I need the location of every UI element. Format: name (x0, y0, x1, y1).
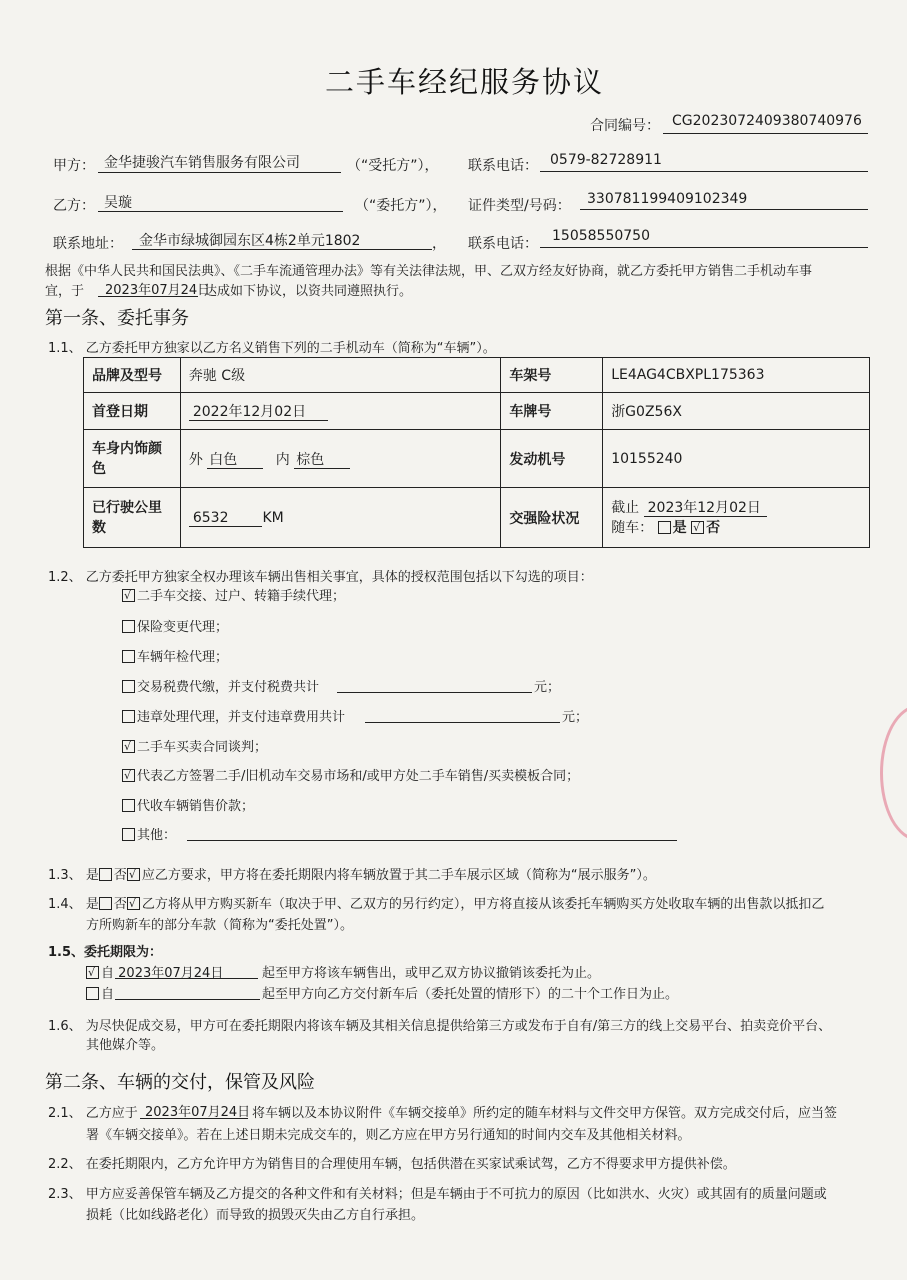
color-label: 车身内饰颜色 (84, 430, 181, 488)
option-checkbox[interactable] (122, 650, 135, 663)
tax-amount-underline (337, 692, 532, 693)
term-row-2 (86, 983, 114, 1002)
term-1-checkbox[interactable] (86, 966, 99, 979)
clause-text: 应乙方要求，甲方将在委托期限内将车辆放置于其二手车展示区域（简称为“展示服务”）。 (141, 868, 656, 883)
contact-phone: 15058550750 (552, 228, 650, 244)
fine-amount-underline (365, 722, 560, 723)
ins-date: 2023年12月02日 (644, 500, 767, 517)
option-item (122, 585, 345, 604)
table-row (84, 430, 870, 488)
clause-2-1-date: 2023年07月24日 (145, 1105, 251, 1120)
option-item (122, 676, 319, 695)
option-label: 代表乙方签署二手/旧机动车交易市场和/或甲方处二手车销售/买卖模板合同； (137, 769, 580, 784)
vehicle-table (83, 357, 870, 548)
option-label: 交易税费代缴，并支付税费共计 (137, 680, 320, 695)
party-a-underline (98, 172, 341, 173)
km-cell (180, 488, 501, 548)
ext-value: 白色 (207, 452, 263, 469)
party-b-id-underline (580, 209, 868, 210)
term-1-post: 起至甲方将该车辆售出，或甲乙双方协议撤销该委托为止。 (262, 966, 601, 981)
tax-suffix: 元； (534, 680, 561, 695)
engine-label: 发动机号 (501, 430, 603, 488)
ins-follow: 随车： (611, 519, 654, 536)
option-label: 二手车交接、过户、转籍手续代理； (137, 589, 346, 604)
int-label: 内 (275, 451, 290, 468)
contract-no: CG2023072409380740976 (672, 113, 862, 129)
yes-label: 是 (85, 897, 99, 912)
yes-label: 是 (85, 868, 99, 883)
ins-cell (603, 488, 870, 548)
option-item (122, 795, 254, 814)
term-2-post: 起至甲方向乙方交付新车后（委托处置的情形下）的二十个工作日为止。 (262, 987, 679, 1002)
clause-num: 1.3、 (48, 868, 82, 883)
party-a-name: 金华捷骏汽车销售服务有限公司 (104, 155, 300, 171)
ext-label: 外 (188, 451, 203, 468)
ins-label: 交强险状况 (501, 488, 603, 548)
engine-value: 10155240 (603, 430, 870, 488)
term-2-pre: 自 (101, 987, 115, 1002)
clause-2-1-line2: 署《车辆交接单》。若在上述日期未完成交车的，则乙方应在甲方另行通知的时间内交车及其他相关材料。 (86, 1128, 691, 1143)
contract-no-label: 合同编号： (590, 118, 660, 134)
clause-2-3-line1: 2.3、 甲方应妥善保管车辆及乙方提交的各种文件和有关材料；但是车辆由于不可抗力的原因（比如洪水、火灾）或其固有的质量问题或 (48, 1187, 827, 1202)
term-2-underline (115, 999, 260, 1000)
address: 金华市绿城御园东区4栋2单元1802 (139, 233, 361, 249)
option-label: 代收车辆销售价款； (137, 799, 255, 814)
ins-no-checkbox[interactable] (691, 521, 704, 534)
party-a-phone-label: 联系电话： (468, 158, 538, 174)
table-row (84, 393, 870, 430)
clause-num: 1.4、 (48, 897, 82, 912)
option-item (122, 616, 228, 635)
document-title: 二手车经纪服务协议 (325, 65, 605, 99)
option-label: 二手车买卖合同谈判； (137, 740, 268, 755)
section-1-title: 第一条、委托事务 (45, 308, 189, 329)
color-cell (180, 430, 501, 488)
table-row (84, 488, 870, 548)
option-checkbox[interactable] (122, 620, 135, 633)
km-label: 已行驶公里数 (84, 488, 181, 548)
table-row (84, 358, 870, 393)
option-checkbox[interactable] (122, 828, 135, 841)
reg-label: 首登日期 (84, 393, 181, 430)
ins-yes-label: 是 (672, 519, 687, 536)
preamble-line1: 根据《中华人民共和国民法典》、《二手车流通管理办法》等有关法律法规，甲、乙双方经友好协商，就乙方委托甲方销售二手机动车事 (45, 264, 813, 279)
reg-value: 2022年12月02日 (189, 404, 328, 421)
contract-no-underline (663, 133, 868, 134)
party-a-label: 甲方： (53, 158, 95, 174)
no-label: 否 (113, 868, 127, 883)
clause-2-1-pre: 2.1、 乙方应于 (48, 1106, 138, 1121)
option-checkbox[interactable] (122, 589, 135, 602)
clause-1-6-line1: 1.6、 为尽快促成交易，甲方可在委托期限内将该车辆及其相关信息提供给第三方或发布于自有/第三方的线上交易平台、拍卖竞价平台、 (48, 1019, 832, 1034)
clause-2-1-date-underline (140, 1118, 248, 1119)
option-item (122, 646, 228, 665)
party-b-id-label: 证件类型/号码： (468, 198, 571, 214)
party-a-phone-underline (540, 171, 868, 172)
party-b-name: 吴璇 (104, 195, 132, 211)
vin-label: 车架号 (501, 358, 603, 393)
party-b-id: 330781199409102349 (587, 191, 748, 207)
address-underline (132, 249, 432, 250)
option-item (122, 736, 267, 755)
party-b-role: （“委托方”）， (355, 198, 447, 214)
fine-suffix: 元； (562, 710, 589, 725)
clause-1-1: 1.1、 乙方委托甲方独家以乙方名义销售下列的二手机动车（简称为“车辆”）。 (48, 341, 496, 356)
term-1-underline (115, 978, 258, 979)
term-2-checkbox[interactable] (86, 987, 99, 1000)
party-b-label: 乙方： (53, 198, 95, 214)
seal-stamp (880, 705, 907, 841)
no-label: 否 (113, 897, 127, 912)
other-underline (187, 840, 677, 841)
ins-yes-checkbox[interactable] (658, 521, 671, 534)
km-unit: KM (262, 509, 284, 526)
brand-value: 奔驰 C级 (180, 358, 501, 393)
address-comma: ， (432, 236, 446, 252)
party-a-phone: 0579-82728911 (550, 152, 662, 168)
clause-2-3-line2: 损耗（比如线路老化）而导致的损毁灭失由乙方自行承担。 (86, 1208, 425, 1223)
option-label: 车辆年检代理； (137, 650, 229, 665)
preamble-line2-post: 达成如下协议，以资共同遵照执行。 (204, 284, 413, 299)
option-item (122, 765, 579, 784)
preamble-line2-pre: 宜，于 (45, 284, 85, 299)
option-label: 违章处理代理，并支付违章费用共计 (137, 710, 346, 725)
option-item (122, 706, 345, 725)
c1-4-no-checkbox[interactable] (127, 897, 140, 910)
option-checkbox[interactable] (122, 799, 135, 812)
option-label: 保险变更代理； (137, 620, 229, 635)
address-label: 联系地址： (53, 236, 123, 252)
clause-1-6-line2: 其他媒介等。 (86, 1038, 165, 1053)
party-b-underline (98, 211, 343, 212)
preamble-date: 2023年07月24日 (105, 283, 211, 298)
clause-1-3 (48, 864, 656, 883)
int-value: 棕色 (294, 452, 350, 469)
brand-label: 品牌及型号 (84, 358, 181, 393)
clause-2-1-post: 将车辆以及本协议附件《车辆交接单》所约定的随车材料与文件交甲方保管。双方完成交付后，应当签 (252, 1106, 838, 1121)
option-checkbox[interactable] (122, 740, 135, 753)
option-checkbox[interactable] (122, 769, 135, 782)
reg-cell (180, 393, 501, 430)
section-2-title: 第二条、车辆的交付，保管及风险 (45, 1072, 315, 1093)
option-checkbox[interactable] (122, 710, 135, 723)
clause-1-4-line2: 方所购新车的部分车款（简称为“委托处置”）。 (86, 918, 353, 933)
party-a-role: （“受托方”）， (347, 158, 439, 174)
plate-value: 浙G0Z56X (603, 393, 870, 430)
option-label: 其他： (137, 828, 177, 843)
ins-no-label: 否 (706, 519, 721, 536)
option-item (122, 824, 176, 843)
vin-value: LE4AG4CBXPL175363 (603, 358, 870, 393)
clause-1-4 (48, 893, 824, 912)
contact-phone-underline (540, 247, 868, 248)
preamble-date-underline (98, 296, 198, 297)
contact-phone-label: 联系电话： (468, 236, 538, 252)
c1-4-yes-checkbox[interactable] (99, 897, 112, 910)
clause-1-5-title: 1.5、委托期限为： (48, 945, 163, 960)
clause-2-2: 2.2、 在委托期限内，乙方允许甲方为销售目的合理使用车辆，包括供潜在买家试乘试驾，乙方不得要求甲方提供补偿。 (48, 1157, 736, 1172)
term-1-date: 2023年07月24日 (118, 966, 224, 981)
km-value: 6532 (189, 510, 263, 527)
clause-text: 乙方将从甲方购买新车（取决于甲、乙双方的另行约定），甲方将直接从该委托车辆购买方处收取车辆的出售款以抵扣乙 (141, 897, 825, 912)
c1-3-yes-checkbox[interactable] (99, 868, 112, 881)
term-1-pre: 自 (101, 966, 115, 981)
clause-1-2: 1.2、 乙方委托甲方独家全权办理该车辆出售相关事宜，具体的授权范围包括以下勾选的项目： (48, 570, 593, 585)
ins-pre: 截止 (611, 499, 640, 516)
plate-label: 车牌号 (501, 393, 603, 430)
c1-3-no-checkbox[interactable] (127, 868, 140, 881)
option-checkbox[interactable] (122, 680, 135, 693)
